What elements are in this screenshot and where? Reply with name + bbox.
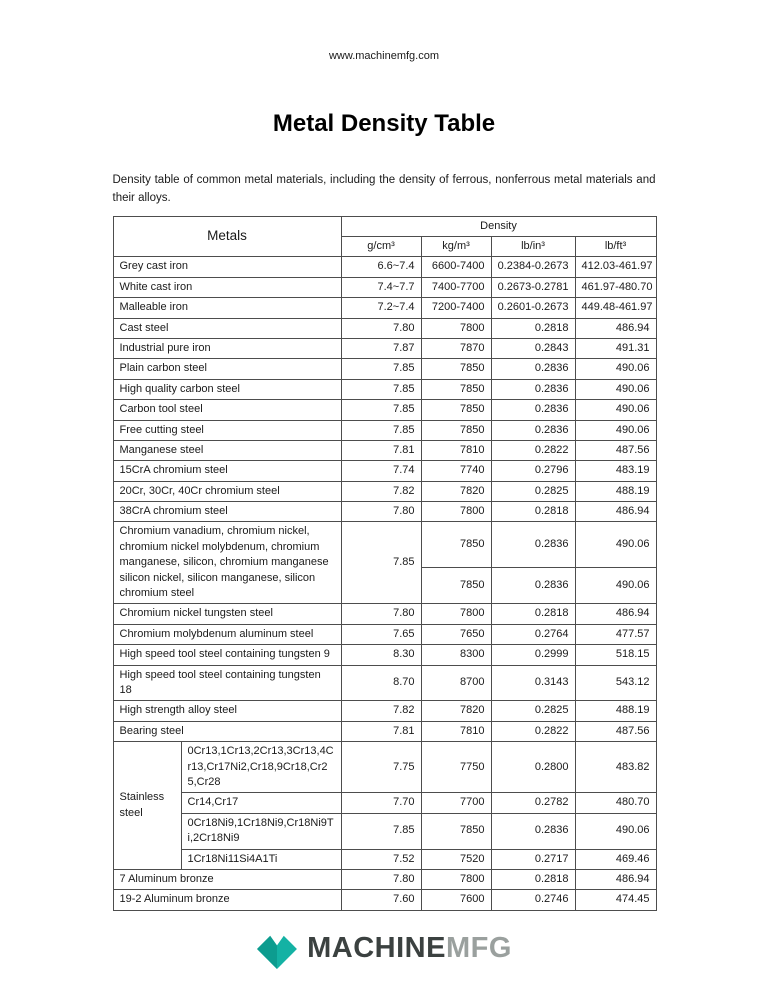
value-cell: 0.2717 [491, 849, 575, 869]
value-cell: 0.2384-0.2673 [491, 257, 575, 277]
value-cell: 7850 [421, 813, 491, 849]
value-cell: 0.2818 [491, 318, 575, 338]
value-cell: 483.19 [575, 461, 656, 481]
metal-name-cell: White cast iron [113, 277, 341, 297]
value-cell: 7850 [421, 568, 491, 604]
value-cell: 7.52 [341, 849, 421, 869]
value-cell: 0.2822 [491, 721, 575, 741]
value-cell: 7850 [421, 522, 491, 568]
document-content [113, 50, 656, 970]
value-cell: 477.57 [575, 624, 656, 644]
table-row [113, 604, 656, 624]
value-cell: 486.94 [575, 604, 656, 624]
value-cell: 7700 [421, 793, 491, 813]
value-cell: 7.82 [341, 701, 421, 721]
value-cell: 0.2836 [491, 522, 575, 568]
value-cell: 7750 [421, 742, 491, 793]
metal-name-cell: 15CrA chromium steel [113, 461, 341, 481]
value-cell: 461.97-480.70 [575, 277, 656, 297]
value-cell: 7800 [421, 604, 491, 624]
value-cell: 7.2~7.4 [341, 298, 421, 318]
table-row [113, 742, 656, 793]
table-row [113, 502, 656, 522]
value-cell: 518.15 [575, 645, 656, 665]
table-header-row [113, 216, 656, 236]
value-cell: 7850 [421, 420, 491, 440]
value-cell: 490.06 [575, 568, 656, 604]
metal-name-cell: High quality carbon steel [113, 379, 341, 399]
density-table [113, 216, 657, 911]
value-cell: 490.06 [575, 379, 656, 399]
table-row [113, 318, 656, 338]
metals-header-cell: Metals [113, 216, 341, 257]
metal-name-cell: Chromium vanadium, chromium nickel, chromium nickel molybdenum, chromium manganese, silicon, chromium manganese silicon nickel, silicon manganese, silicon chromium steel [113, 522, 341, 604]
value-cell: 7200-7400 [421, 298, 491, 318]
value-cell: 0.2843 [491, 338, 575, 358]
value-cell: 7520 [421, 849, 491, 869]
value-cell: 0.2764 [491, 624, 575, 644]
value-cell: 0.2782 [491, 793, 575, 813]
value-cell: 449.48-461.97 [575, 298, 656, 318]
value-cell: 7.65 [341, 624, 421, 644]
value-cell: 7800 [421, 318, 491, 338]
brand-secondary-text: MFG [445, 932, 512, 965]
metal-name-cell: Chromium molybdenum aluminum steel [113, 624, 341, 644]
value-cell: 7.85 [341, 420, 421, 440]
value-cell: 486.94 [575, 869, 656, 889]
value-cell: 7.74 [341, 461, 421, 481]
value-cell: 6600-7400 [421, 257, 491, 277]
table-row [113, 522, 656, 568]
metal-name-cell: Malleable iron [113, 298, 341, 318]
value-cell: 474.45 [575, 890, 656, 910]
metal-name-cell: Plain carbon steel [113, 359, 341, 379]
value-cell: 7810 [421, 721, 491, 741]
value-cell: 0.2822 [491, 440, 575, 460]
value-cell: 486.94 [575, 318, 656, 338]
value-cell: 490.06 [575, 813, 656, 849]
value-cell: 7650 [421, 624, 491, 644]
value-cell: 7.82 [341, 481, 421, 501]
value-cell: 7400-7700 [421, 277, 491, 297]
value-cell: 480.70 [575, 793, 656, 813]
table-row [113, 645, 656, 665]
table-row [113, 869, 656, 889]
metal-name-cell: 38CrA chromium steel [113, 502, 341, 522]
value-cell: 0.2818 [491, 604, 575, 624]
footer-logo [113, 928, 656, 970]
value-cell: 487.56 [575, 721, 656, 741]
value-cell: 490.06 [575, 359, 656, 379]
value-cell: 7.80 [341, 318, 421, 338]
metal-name-cell: Carbon tool steel [113, 400, 341, 420]
value-cell: 0.2818 [491, 869, 575, 889]
metal-name-cell: 0Cr18Ni9,1Cr18Ni9,Cr18Ni9Ti,2Cr18Ni9 [181, 813, 341, 849]
table-header [113, 216, 656, 257]
metal-name-cell: Cr14,Cr17 [181, 793, 341, 813]
value-cell: 7800 [421, 502, 491, 522]
table-row [113, 793, 656, 813]
value-cell: 7.80 [341, 869, 421, 889]
table-row [113, 721, 656, 741]
value-cell: 7.80 [341, 604, 421, 624]
value-cell: 0.3143 [491, 665, 575, 701]
value-cell: 488.19 [575, 701, 656, 721]
value-cell: 8.30 [341, 645, 421, 665]
value-cell: 0.2836 [491, 379, 575, 399]
metal-name-cell: Industrial pure iron [113, 338, 341, 358]
value-cell: 7.85 [341, 522, 421, 604]
table-row [113, 420, 656, 440]
value-cell: 6.6~7.4 [341, 257, 421, 277]
metal-name-cell: 19-2 Aluminum bronze [113, 890, 341, 910]
value-cell: 0.2999 [491, 645, 575, 665]
table-row [113, 624, 656, 644]
table-row [113, 461, 656, 481]
table-row [113, 359, 656, 379]
value-cell: 7600 [421, 890, 491, 910]
value-cell: 7.60 [341, 890, 421, 910]
value-cell: 488.19 [575, 481, 656, 501]
group-label-cell: Stainless steel [113, 742, 181, 870]
value-cell: 7.85 [341, 379, 421, 399]
metal-name-cell: High speed tool steel containing tungsten 9 [113, 645, 341, 665]
value-cell: 0.2601-0.2673 [491, 298, 575, 318]
table-row [113, 298, 656, 318]
value-cell: 7.85 [341, 400, 421, 420]
value-cell: 7850 [421, 400, 491, 420]
value-cell: 483.82 [575, 742, 656, 793]
table-row [113, 481, 656, 501]
value-cell: 8700 [421, 665, 491, 701]
value-cell: 8.70 [341, 665, 421, 701]
value-cell: 7.75 [341, 742, 421, 793]
value-cell: 0.2673-0.2781 [491, 277, 575, 297]
value-cell: 7.81 [341, 440, 421, 460]
value-cell: 7.81 [341, 721, 421, 741]
table-row [113, 338, 656, 358]
value-cell: 7.4~7.7 [341, 277, 421, 297]
metal-name-cell: Cast steel [113, 318, 341, 338]
table-row [113, 400, 656, 420]
value-cell: 7820 [421, 701, 491, 721]
value-cell: 8300 [421, 645, 491, 665]
metal-name-cell: Free cutting steel [113, 420, 341, 440]
table-row [113, 257, 656, 277]
table-row [113, 379, 656, 399]
unit-header-kgm3: kg/m³ [421, 237, 491, 257]
value-cell: 0.2836 [491, 813, 575, 849]
value-cell: 486.94 [575, 502, 656, 522]
value-cell: 0.2825 [491, 481, 575, 501]
value-cell: 0.2746 [491, 890, 575, 910]
table-row [113, 665, 656, 701]
value-cell: 7800 [421, 869, 491, 889]
value-cell: 0.2836 [491, 420, 575, 440]
unit-header-lbft3: lb/ft³ [575, 237, 656, 257]
density-table-body [113, 257, 656, 910]
unit-header-gcm3: g/cm³ [341, 237, 421, 257]
metal-name-cell: High strength alloy steel [113, 701, 341, 721]
brand-primary-text: MACHINE [307, 932, 446, 965]
table-row [113, 849, 656, 869]
table-row [113, 890, 656, 910]
intro-paragraph: Density table of common metal materials, including the density of ferrous, nonferrous metal materials and their alloys. [112, 174, 656, 204]
value-cell: 490.06 [575, 522, 656, 568]
table-row [113, 813, 656, 849]
metal-name-cell: High speed tool steel containing tungsten 18 [113, 665, 341, 701]
value-cell: 7.70 [341, 793, 421, 813]
value-cell: 0.2836 [491, 400, 575, 420]
brand-wordmark [307, 934, 512, 963]
value-cell: 7820 [421, 481, 491, 501]
value-cell: 7850 [421, 379, 491, 399]
value-cell: 0.2796 [491, 461, 575, 481]
value-cell: 0.2836 [491, 568, 575, 604]
table-row [113, 440, 656, 460]
metal-name-cell: 1Cr18Ni11Si4A1Ti [181, 849, 341, 869]
metal-name-cell: 0Cr13,1Cr13,2Cr13,3Cr13,4Cr13,Cr17Ni2,Cr18,9Cr18,Cr25,Cr28 [181, 742, 341, 793]
value-cell: 543.12 [575, 665, 656, 701]
metal-name-cell: 20Cr, 30Cr, 40Cr chromium steel [113, 481, 341, 501]
metal-name-cell: Grey cast iron [113, 257, 341, 277]
value-cell: 0.2800 [491, 742, 575, 793]
page-title: Metal Density Table [272, 110, 496, 137]
site-url: www.machinemfg.com [328, 50, 440, 62]
table-row [113, 701, 656, 721]
value-cell: 7740 [421, 461, 491, 481]
value-cell: 469.46 [575, 849, 656, 869]
value-cell: 487.56 [575, 440, 656, 460]
density-header-cell: Density [341, 216, 656, 236]
value-cell: 0.2836 [491, 359, 575, 379]
unit-header-lbin3: lb/in³ [491, 237, 575, 257]
metal-name-cell: 7 Aluminum bronze [113, 869, 341, 889]
value-cell: 7.85 [341, 813, 421, 849]
value-cell: 7870 [421, 338, 491, 358]
value-cell: 7.85 [341, 359, 421, 379]
value-cell: 491.31 [575, 338, 656, 358]
value-cell: 7.87 [341, 338, 421, 358]
value-cell: 412.03-461.97 [575, 257, 656, 277]
value-cell: 0.2825 [491, 701, 575, 721]
metal-name-cell: Bearing steel [113, 721, 341, 741]
value-cell: 0.2818 [491, 502, 575, 522]
table-row [113, 277, 656, 297]
machinemfg-diamond-icon [256, 928, 298, 970]
metal-name-cell: Manganese steel [113, 440, 341, 460]
value-cell: 7850 [421, 359, 491, 379]
value-cell: 7810 [421, 440, 491, 460]
value-cell: 490.06 [575, 420, 656, 440]
metal-name-cell: Chromium nickel tungsten steel [113, 604, 341, 624]
value-cell: 7.80 [341, 502, 421, 522]
value-cell: 490.06 [575, 400, 656, 420]
